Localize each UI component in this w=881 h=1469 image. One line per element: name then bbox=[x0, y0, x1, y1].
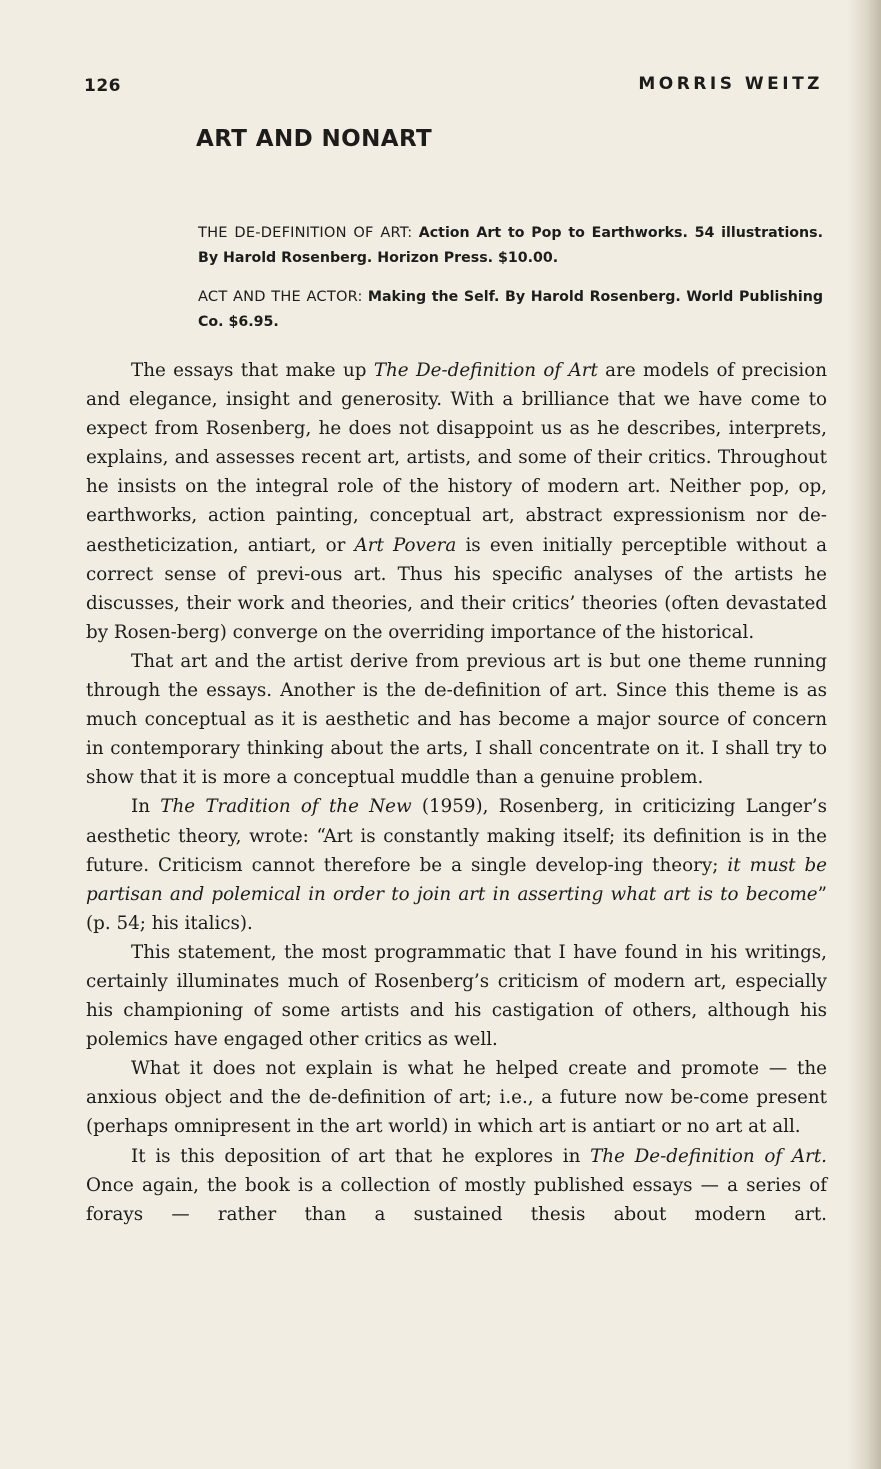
text-run: It is this deposition of art that he explores in bbox=[131, 1145, 591, 1167]
body-paragraph: That art and the artist derive from previous art is but one theme running through the essays. Another is the de-definition of art. Since this theme is as much conceptual as it is aesthetic and has become a major source of concern in contemporary thinking about the arts, I shall concentrate on it. I shall try to show that it is more a conceptual muddle than a genuine problem. bbox=[86, 650, 827, 789]
book-title-italic: The De-definition of Art. bbox=[590, 1145, 827, 1167]
text-run: ” (p. 54; his italics). bbox=[86, 883, 827, 934]
text-run: is even initially perceptible without a correct sense of previ-ous art. Thus his specific analyses of the artists he discusses, their work and theories, and their critics’ theories (often devastated by Rosen-berg) converge on the overriding importance of the historical. bbox=[86, 534, 827, 643]
text-run: Once again, the book is a collection of mostly published essays — a series of forays — rather than a sustained thesis about modern art. bbox=[86, 1174, 827, 1225]
book-reference-details: Action Art to Pop to Earthworks. 54 illustrations. By Harold Rosenberg. Horizon Press. $10.00. bbox=[198, 225, 823, 266]
text-run: In bbox=[131, 796, 161, 818]
book-reference bbox=[198, 220, 823, 271]
text-run: are models of precision and elegance, insight and generosity. With a brilliance that we have come to expect from Rosenberg, he does not disappoint us as he describes, interprets, explains, and assesses recent art, artists, and some of their critics. Throughout he insists on the integral role of the history of modern art. Neither pop, op, earthworks, action painting, conceptual art, abstract expressionism nor de-aestheticization, antiart, or bbox=[86, 360, 827, 556]
body-paragraph bbox=[86, 356, 827, 647]
body-paragraph: What it does not explain is what he helped create and promote — the anxious object and the de-definition of art; i.e., a future now be-come present (perhaps omnipresent in the art world) in which art is antiart or no art at all. bbox=[86, 1058, 827, 1138]
book-reference-title: THE DE-DEFINITION OF ART: bbox=[198, 224, 413, 241]
body-paragraph bbox=[86, 792, 827, 937]
italic-term: Art Povera bbox=[354, 534, 457, 556]
book-reference-title: ACT AND THE ACTOR: bbox=[198, 288, 363, 305]
article-body bbox=[86, 356, 827, 1229]
book-title-italic: The De-definition of Art bbox=[373, 360, 598, 381]
book-reference bbox=[198, 284, 823, 335]
body-paragraph bbox=[86, 1142, 827, 1229]
text-run: The essays that make up bbox=[131, 360, 374, 381]
body-paragraph: This statement, the most programmatic that I have found in his writings, certainly illuminates much of Rosenberg’s criticism of modern art, especially his championing of some artists and his castigation of others, although his polemics have engaged other critics as well. bbox=[86, 941, 827, 1051]
page-number: 126 bbox=[84, 76, 121, 96]
article-title: ART AND NONART bbox=[196, 126, 433, 152]
running-head: MORRIS WEITZ bbox=[638, 74, 823, 94]
book-reference-details: Making the Self. By Harold Rosenberg. World Publishing Co. $6.95. bbox=[198, 289, 823, 330]
page-edge-shadow bbox=[847, 0, 881, 1469]
text-run: (1959), Rosenberg, in criticizing Langer’s aesthetic theory, wrote: “Art is constantly making itself; its definition is in the future. Criticism cannot therefore be a single develop-ing theory; bbox=[86, 796, 827, 876]
book-title-italic: The Tradition of the New bbox=[160, 796, 412, 818]
italic-quotation: it must be partisan and polemical in order to join art in asserting what art is to become bbox=[86, 854, 827, 905]
